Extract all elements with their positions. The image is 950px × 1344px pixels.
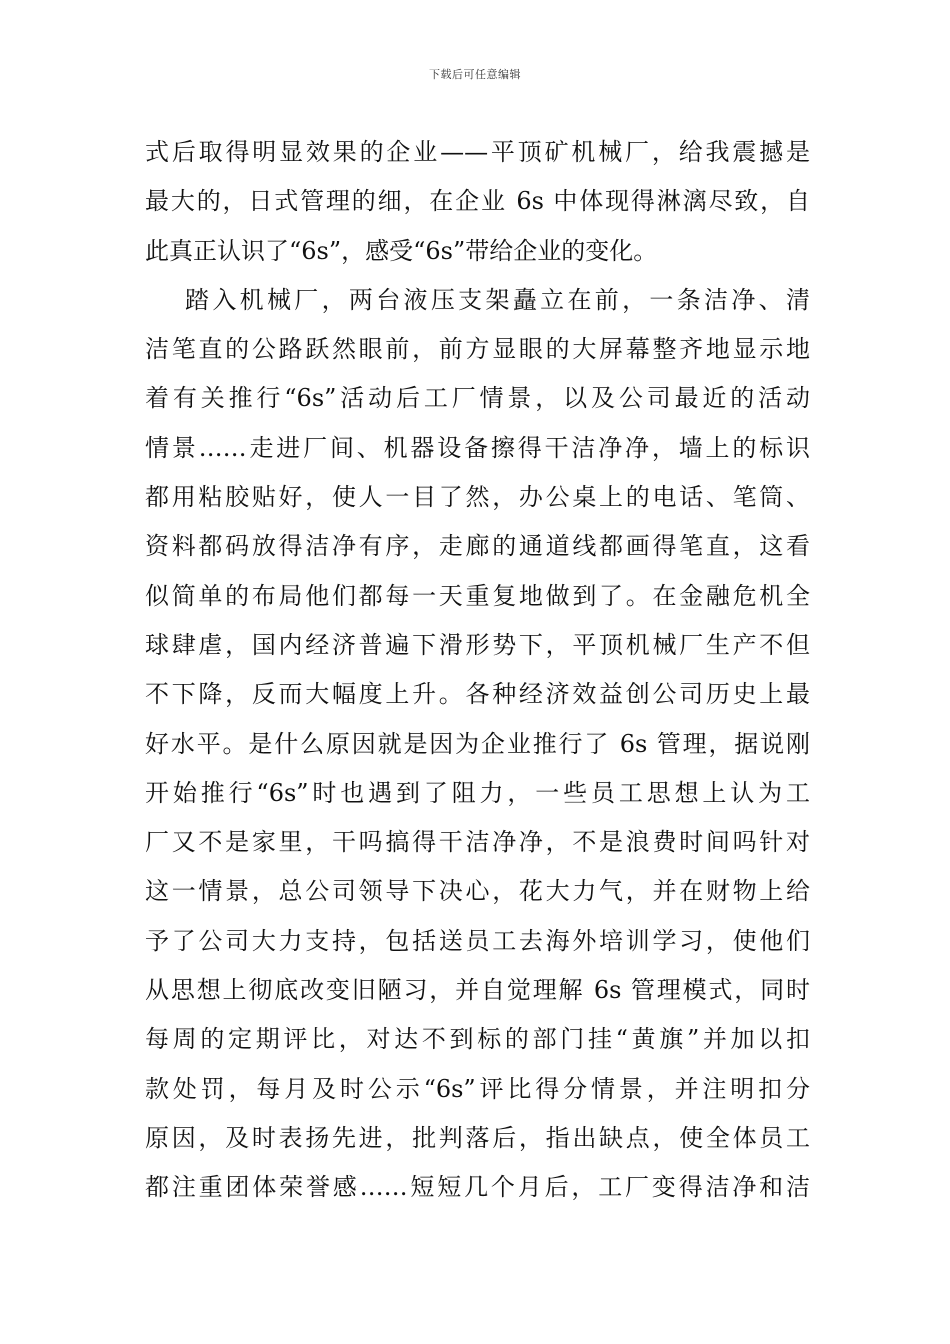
paragraph-line: 款处罚，每月及时公示“6s”评比得分情景，并注明扣分	[145, 1074, 810, 1103]
body-text	[145, 128, 810, 1213]
paragraph-line: 洁笔直的公路跃然眼前，前方显眼的大屏幕整齐地显示地	[145, 335, 810, 364]
paragraph-line: 都用粘胶贴好，使人一目了然，办公桌上的电话、笔筒、	[145, 483, 810, 512]
paragraph-line: 式后取得明显效果的企业——平顶矿机械厂，给我震撼是	[145, 138, 810, 166]
paragraph-line: 情景……走进厂间、机器设备擦得干洁净净，墙上的标识	[145, 433, 810, 462]
paragraph-line: 开始推行“6s”时也遇到了阻力，一些员工思想上认为工	[145, 778, 810, 807]
paragraph-line: 此真正认识了“6s”，感受“6s”带给企业的变化。	[145, 236, 658, 265]
paragraph-line: 着有关推行“6s”活动后工厂情景，以及公司最近的活动	[145, 384, 810, 413]
paragraph-line: 从思想上彻底改变旧陋习，并自觉理解 6s 管理模式，同时	[145, 976, 810, 1005]
paragraph-line: 不下降，反而大幅度上升。各种经济效益创公司历史上最	[145, 680, 810, 709]
paragraph-line: 踏入机械厂，两台液压支架矗立在前，一条洁净、清	[185, 285, 810, 314]
paragraph-line: 好水平。是什么原因就是因为企业推行了 6s 管理，据说刚	[145, 729, 810, 758]
paragraph-line: 最大的，日式管理的细，在企业 6s 中体现得淋漓尽致，自	[145, 187, 810, 216]
paragraph-line: 似简单的布局他们都每一天重复地做到了。在金融危机全	[145, 581, 810, 610]
paragraph-line: 这一情景，总公司领导下决心，花大力气，并在财物上给	[145, 877, 810, 906]
paragraph-line: 都注重团体荣誉感……短短几个月后，工厂变得洁净和洁	[145, 1173, 810, 1202]
paragraph-line: 厂又不是家里，干吗搞得干洁净净，不是浪费时间吗针对	[145, 828, 810, 857]
paragraph-line: 予了公司大力支持，包括送员工去海外培训学习，使他们	[145, 926, 810, 955]
paragraph-line: 球肆虐，国内经济普遍下滑形势下，平顶机械厂生产不但	[145, 630, 810, 659]
header-note: 下载后可任意编辑	[429, 68, 521, 81]
paragraph-line: 原因，及时表扬先进，批判落后，指出缺点，使全体员工	[145, 1123, 810, 1152]
paragraph-line: 每周的定期评比，对达不到标的部门挂“黄旗”并加以扣	[145, 1025, 810, 1054]
paragraph-line: 资料都码放得洁净有序，走廊的通道线都画得笔直，这看	[145, 532, 810, 561]
